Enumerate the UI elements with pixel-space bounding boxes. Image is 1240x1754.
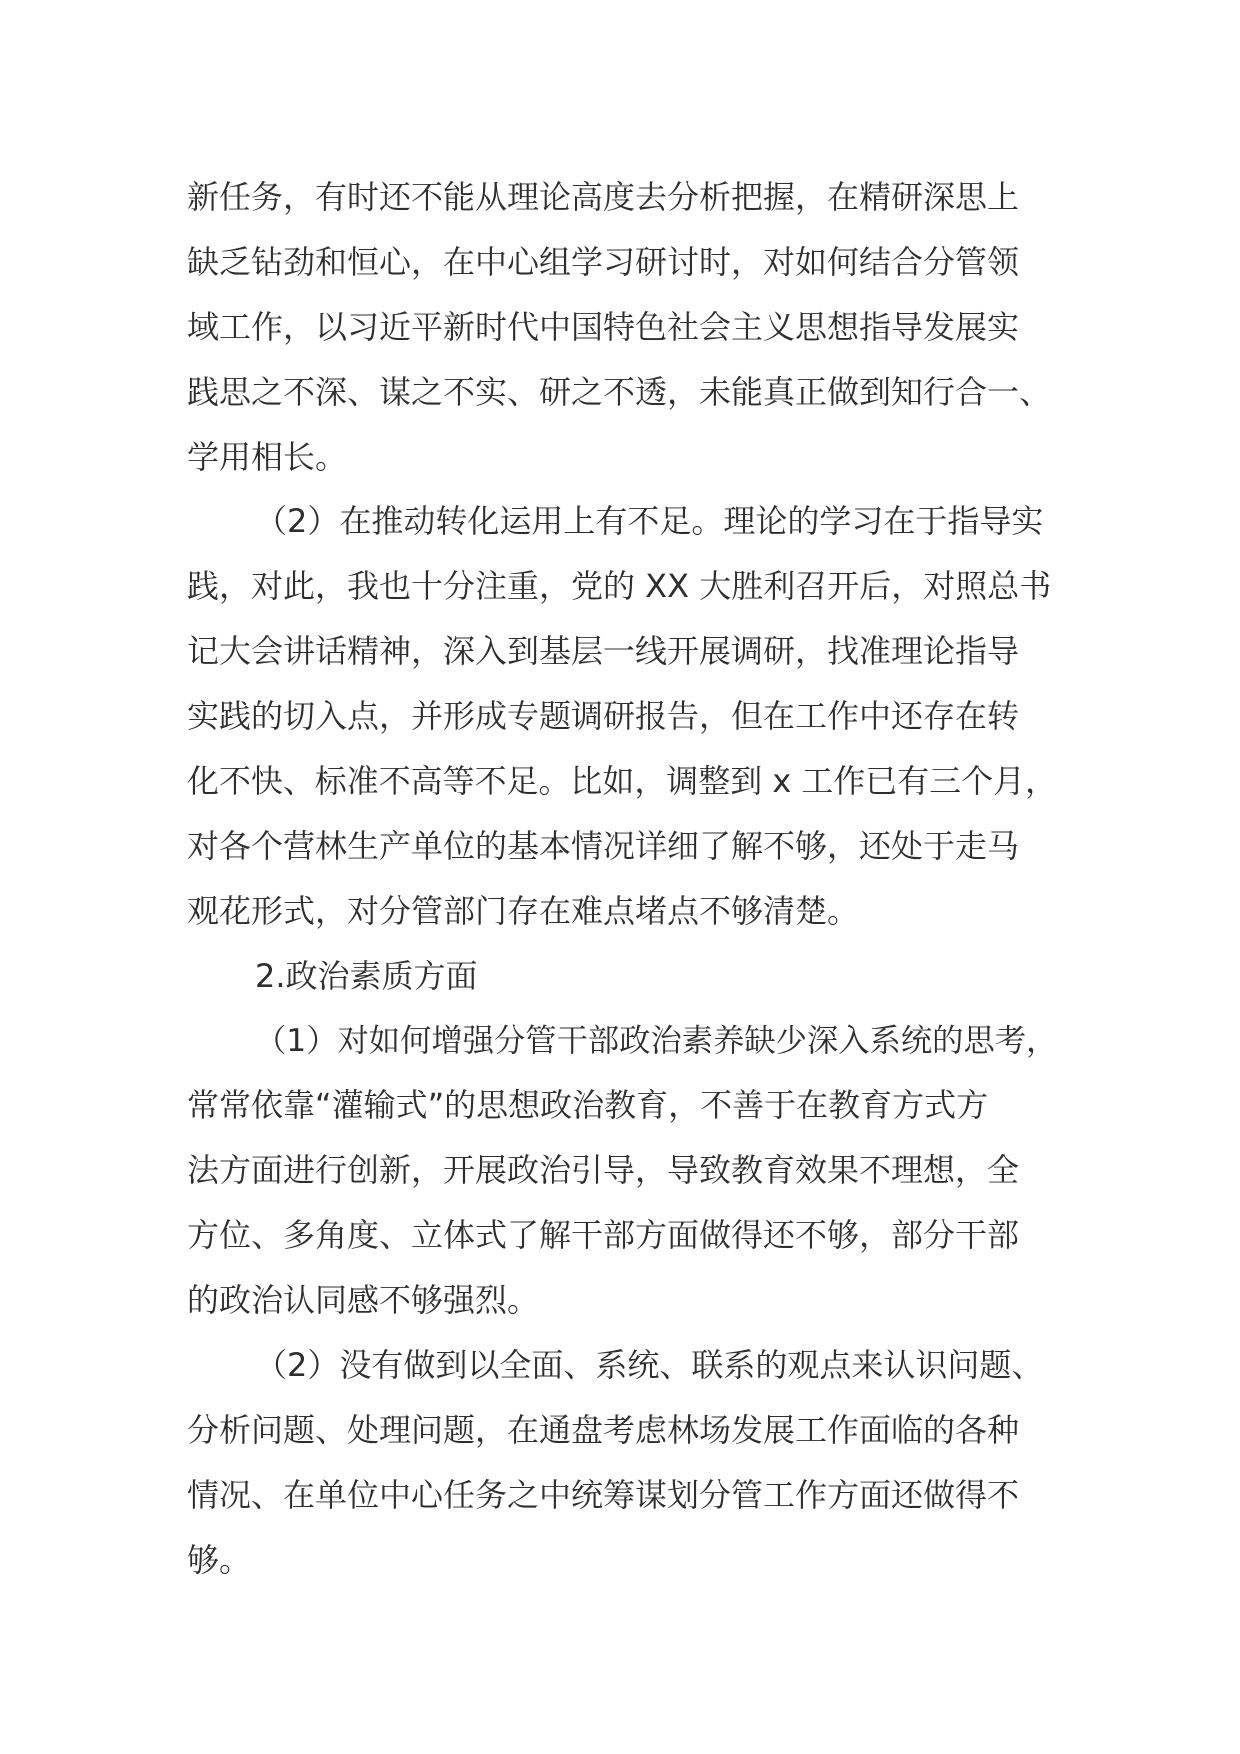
text-line: （1）对如何增强分管干部政治素养缺少深入系统的思考， [255,1022,1058,1059]
text-line: 2.政治素质方面 [255,956,478,995]
text-line: 学用相长。 [187,437,348,476]
text-line: 对各个营林生产单位的基本情况详细了解不够，还处于走马 [187,826,1020,865]
text-line: 实践的切入点，并形成专题调研报告，但在工作中还存在转 [187,697,1020,736]
text-line: 缺乏钻劲和恒心，在中心组学习研讨时，对如何结合分管领 [187,242,1020,281]
text-line: （2）在推动转化运用上有不足。理论的学习在于指导实 [255,502,1044,541]
text-line: 观花形式，对分管部门存在难点堵点不够清楚。 [187,891,860,930]
text-line: 记大会讲话精神，深入到基层一线开展调研，找准理论指导 [187,632,1020,671]
text-line: 方位、多角度、立体式了解干部方面做得还不够，部分干部 [187,1216,1020,1255]
text-line: 的政治认同感不够强烈。 [187,1281,540,1320]
text-line: 域工作，以习近平新时代中国特色社会主义思想指导发展实 [187,307,1020,346]
text-line: 分析问题、处理问题，在通盘考虑林场发展工作面临的各种 [187,1410,1020,1449]
text-line: 践，对此，我也十分注重，党的 XX 大胜利召开后，对照总书 [187,567,1052,606]
text-line: 常常依靠“灌输式”的思想政治教育，不善于在教育方式方 [187,1086,989,1125]
text-line: （2）没有做到以全面、系统、联系的观点来认识问题、 [255,1346,1044,1385]
text-line: 法方面进行创新，开展政治引导，导致教育效果不理想，全 [187,1151,1020,1190]
document-body [187,165,1057,1593]
text-line: 新任务，有时还不能从理论高度去分析把握，在精研深思上 [187,178,1020,216]
text-line: 化不快、标准不高等不足。比如，调整到 x 工作已有三个月， [187,762,1058,801]
text-line: 够。 [187,1540,252,1579]
text-line: 情况、在单位中心任务之中统筹谋划分管工作方面还做得不 [187,1475,1020,1514]
text-line: 践思之不深、谋之不实、研之不透，未能真正做到知行合一、 [187,372,1052,411]
